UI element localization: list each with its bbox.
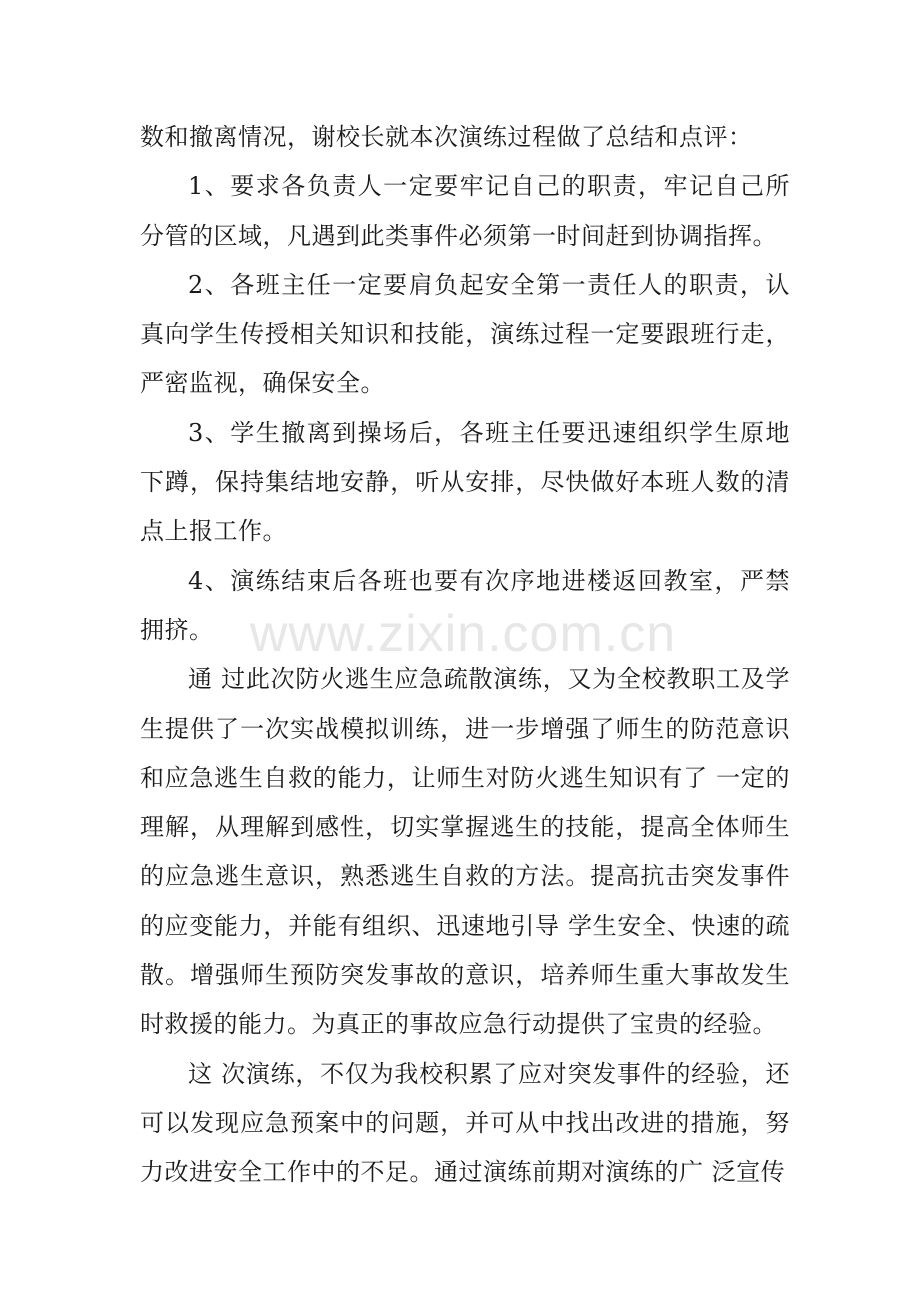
paragraph-item-4: 4、演练结束后各班也要有次序地进楼返回教室，严禁拥挤。: [140, 566, 790, 644]
watermark: www.zixin.com.cn: [249, 605, 677, 663]
paragraph-summary: 通 过此次防火逃生应急疏散演练，又为全校教职工及学生提供了一次实战模拟训练，进一步增强了师生的防范意识和应急逃生自救的能力，让师生对防火逃生知识有了 一定的理解，从理解到感性，切实掌握逃生的技能，提高全体师生的应急逃生意识，熟悉逃生自救的方法。提高抗击突发事件的应变能力，并能有组织、迅速地引导 学生安全、快速的疏散。增强师生预防突发事故的意识，培养师生重大事故发生时救援的能力。为真正的事故应急行动提供了宝贵的经验。: [140, 665, 790, 1039]
paragraph-item-3: 3、学生撤离到操场后，各班主任要迅速组织学生原地下蹲，保持集结地安静，听从安排，尽快做好本班人数的清点上报工作。: [140, 418, 790, 546]
paragraph-intro: 数和撤离情况，谢校长就本次演练过程做了总结和点评：: [140, 123, 753, 151]
paragraph-item-2: 2、各班主任一定要肩负起安全第一责任人的职责，认真向学生传授相关知识和技能，演练过程一定要跟班行走，严密监视，确保安全。: [140, 270, 790, 398]
paragraph-item-1: 1、要求各负责人一定要牢记自己的职责，牢记自己所分管的区域，凡遇到此类事件必须第一时间赶到协调指挥。: [140, 172, 790, 250]
document-body: [140, 113, 790, 1198]
paragraph-conclusion: 这 次演练，不仅为我校积累了应对突发事件的经验，还可以发现应急预案中的问题，并可从中找出改进的措施，努力改进安全工作中的不足。通过演练前期对演练的广 泛宣传: [140, 1059, 790, 1187]
